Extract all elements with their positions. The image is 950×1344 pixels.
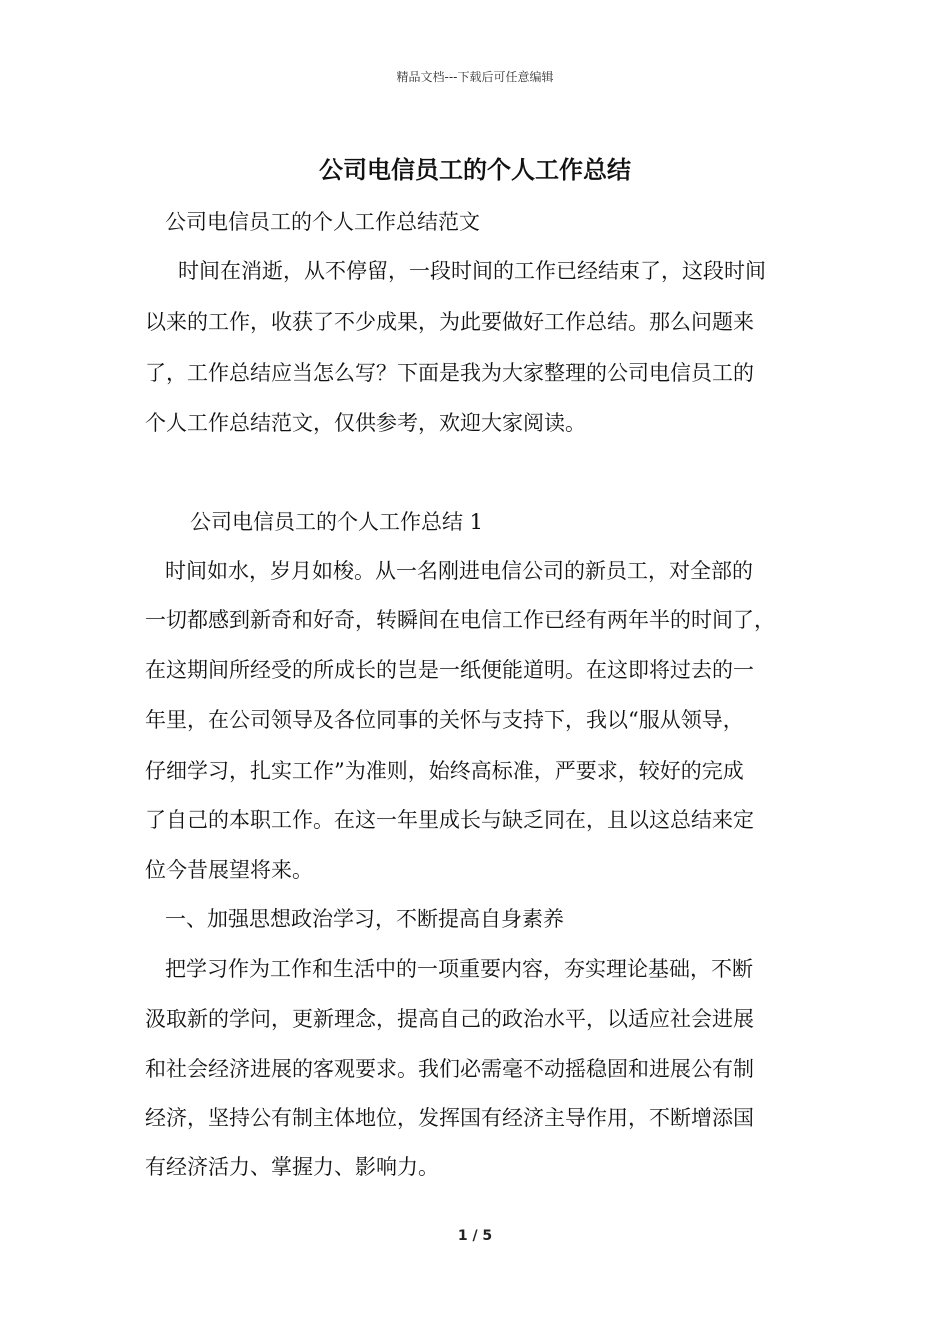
paragraph-line: 了自己的本职工作。在这一年里成长与缺乏同在，且以这总结来定 bbox=[145, 808, 754, 832]
paragraph-line: 经济，坚持公有制主体地位，发挥国有经济主导作用，不断增添国 bbox=[145, 1106, 754, 1130]
paragraph-line: 在这期间所经受的所成长的岂是一纸便能道明。在这即将过去的一 bbox=[145, 658, 754, 682]
paragraph-line: 年里，在公司领导及各位同事的关怀与支持下，我以“服从领导， bbox=[145, 708, 744, 732]
paragraph-line: 汲取新的学问，更新理念，提高自己的政治水平，以适应社会进展 bbox=[145, 1007, 754, 1031]
intro-line: 时间在消逝，从不停留，一段时间的工作已经结束了，这段时间 bbox=[178, 259, 766, 283]
intro-line: 以来的工作，收获了不少成果，为此要做好工作总结。那么问题来 bbox=[145, 310, 754, 334]
paragraph-line: 把学习作为工作和生活中的一项重要内容，夯实理论基础，不断 bbox=[165, 957, 753, 981]
paragraph-line: 有经济活力、掌握力、影响力。 bbox=[145, 1155, 439, 1179]
point-heading: 一、加强思想政治学习，不断提高自身素养 bbox=[165, 907, 564, 931]
intro-line: 个人工作总结范文，仅供参考，欢迎大家阅读。 bbox=[145, 411, 586, 435]
paragraph-line: 时间如水，岁月如梭。从一名刚进电信公司的新员工，对全部的 bbox=[165, 559, 753, 583]
paragraph-line: 和社会经济进展的客观要求。我们必需毫不动摇稳固和进展公有制 bbox=[145, 1057, 754, 1081]
paragraph-line: 仔细学习，扎实工作”为准则，始终高标准，严要求，较好的完成 bbox=[145, 759, 744, 783]
page-header: 精品文档---下载后可任意编辑 bbox=[396, 70, 554, 84]
paragraph-line: 一切都感到新奇和好奇，转瞬间在电信工作已经有两年半的时间了， bbox=[145, 608, 775, 632]
paragraph-line: 位今昔展望将来。 bbox=[145, 858, 313, 882]
document-title: 公司电信员工的个人工作总结 bbox=[319, 156, 631, 184]
section-heading: 公司电信员工的个人工作总结 1 bbox=[190, 510, 484, 534]
intro-line: 了，工作总结应当怎么写？下面是我为大家整理的公司电信员工的 bbox=[145, 361, 754, 385]
page-number: 1 / 5 bbox=[457, 1228, 493, 1244]
subtitle: 公司电信员工的个人工作总结范文 bbox=[165, 210, 480, 234]
